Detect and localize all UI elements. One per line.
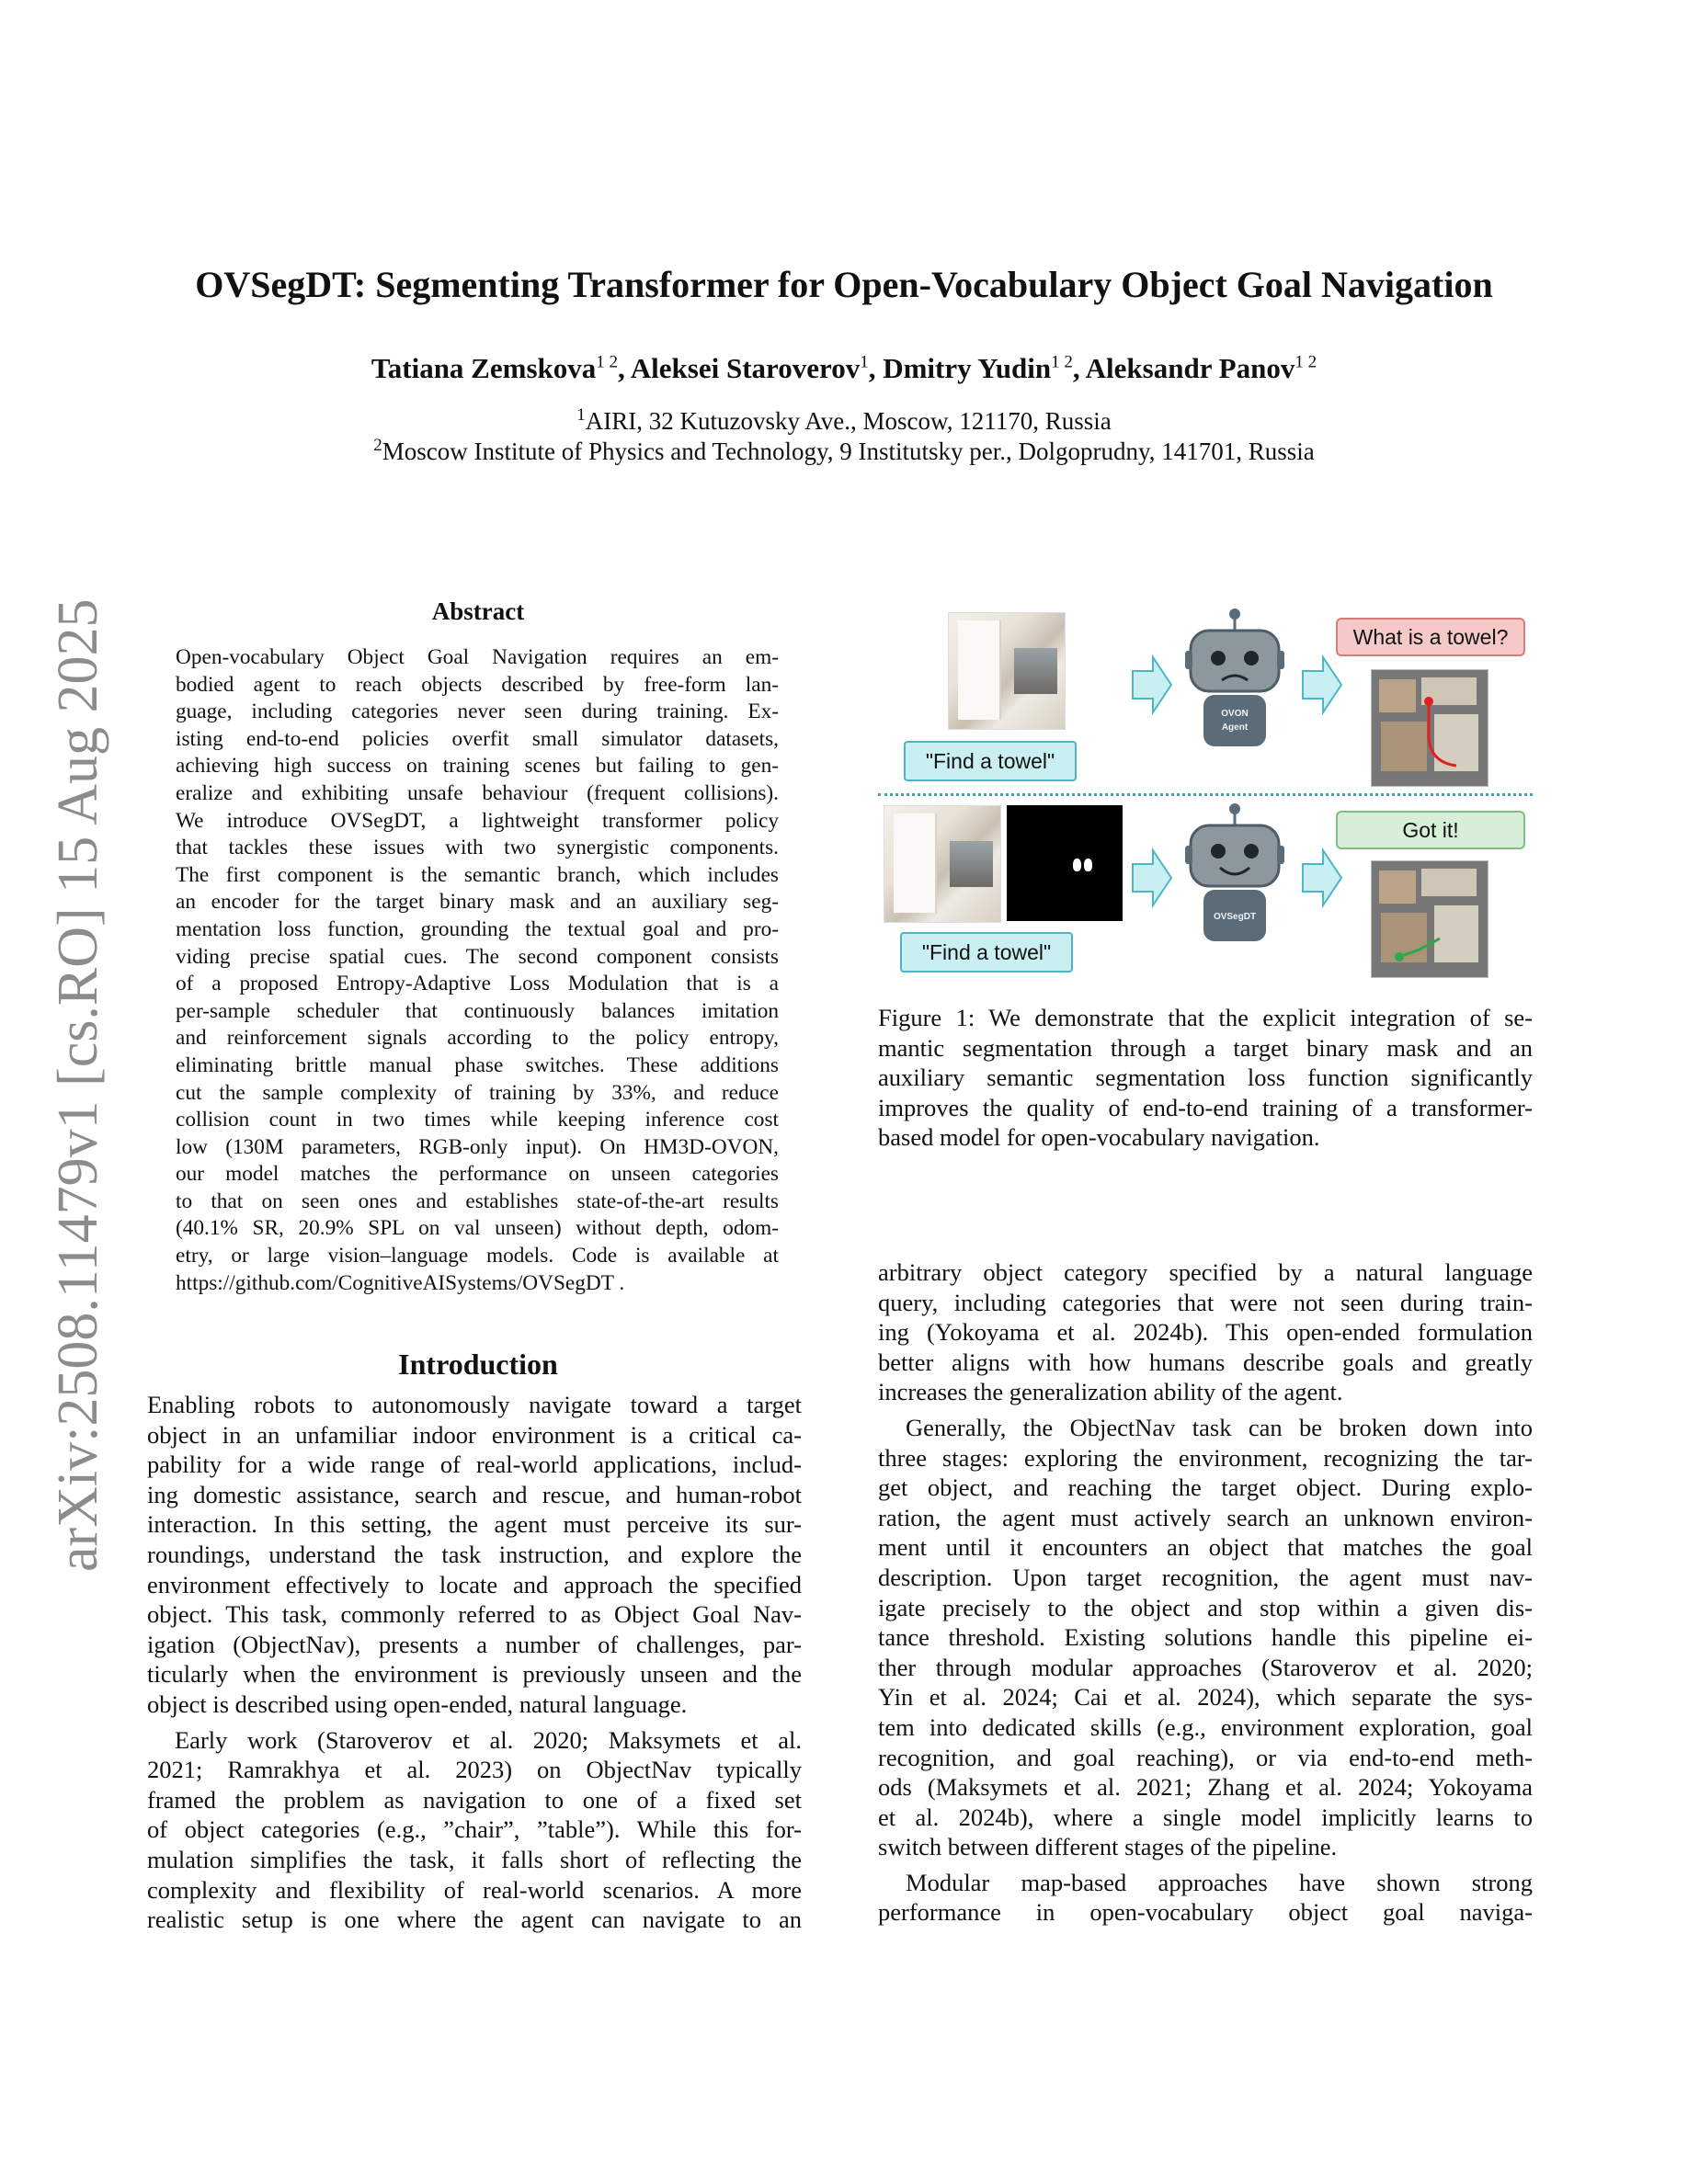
text-line: switch between different stages of the pipeline.	[878, 1833, 1338, 1861]
text-line: description. Upon target recognition, the agent must nav-	[878, 1563, 1533, 1591]
text-line: collision count in two times while keeping inference cost	[176, 1108, 779, 1132]
text-line: tem into dedicated skills (e.g., environment exploration, goal	[878, 1712, 1533, 1741]
text-line: pability for a wide range of real-world applications, includ-	[147, 1450, 802, 1479]
text-line: of a proposed Entropy-Adaptive Loss Modulation that is a	[176, 972, 779, 996]
text-line: per-sample scheduler that continuously balances imitation	[176, 998, 779, 1023]
text-line: 2021; Ramrakhya et al. 2023) on ObjectNav typically	[147, 1756, 802, 1784]
affiliation-text: AIRI, 32 Kutuzovsky Ave., Moscow, 121170, Russia	[585, 407, 1112, 435]
text-line: et al. 2024b), where a single model implicitly learns to	[878, 1803, 1533, 1831]
text-line: mentation loss function, grounding the textual goal and pro-	[176, 916, 779, 941]
text-line: ticularly when the environment is previously unseen and the	[147, 1660, 802, 1689]
author-name: Tatiana Zemskova	[371, 352, 597, 384]
text-line: get object, and reaching the target object. During explo-	[878, 1473, 1533, 1502]
affiliation-text: Moscow Institute of Physics and Technology, 9 Institutsky per., Dolgoprudny, 141701, Russia	[382, 438, 1315, 465]
text-line: ther through modular approaches (Staroverov et al. 2020;	[878, 1653, 1533, 1681]
affiliation-mark: 2	[373, 436, 382, 455]
text-line: (40.1% SR, 20.9% SPL on val unseen) without depth, odom-	[176, 1216, 779, 1241]
text-line: to that on seen ones and establishes state-of-the-art results	[176, 1189, 779, 1213]
paper-title: OVSegDT: Segmenting Transformer for Open-Vocabulary Object Goal Navigation	[195, 264, 1493, 305]
text-line: Figure 1: We demonstrate that the explicit integration of se-	[878, 1004, 1533, 1031]
text-line: based model for open-vocabulary navigation.	[878, 1123, 1320, 1152]
text-line: Open-vocabulary Object Goal Navigation requires an em-	[176, 645, 779, 669]
right-paragraph-1	[878, 1257, 1533, 1407]
right-column-body	[878, 1257, 1533, 1928]
affiliation-1	[0, 405, 1688, 436]
text-line: mantic segmentation through a target binary mask and an	[878, 1033, 1533, 1062]
goal-prompt-bottom: "Find a towel"	[900, 932, 1073, 973]
text-line: Enabling robots to autonomously navigate toward a target	[147, 1391, 802, 1418]
text-line: bodied agent to reach objects described by free-form lan-	[176, 672, 779, 697]
author-affiliation-mark: 1 2	[1051, 352, 1073, 372]
text-line: eliminating brittle manual phase switches. These additions	[176, 1052, 779, 1077]
text-line: Yin et al. 2024; Cai et al. 2024), which separate the sys-	[878, 1683, 1533, 1712]
text-line: roundings, understand the task instruction, and explore the	[147, 1540, 802, 1568]
observation-photo	[884, 805, 1001, 923]
text-line: recognition, and goal reaching), or via end-to-end meth-	[878, 1743, 1533, 1771]
text-line: The first component is the semantic branch, which includes	[176, 862, 779, 887]
text-line: realistic setup is one where the agent can navigate to an	[147, 1905, 802, 1934]
text-line: performance in open-vocabulary object goal naviga-	[878, 1898, 1533, 1927]
text-line: guage, including categories never seen during training. Ex-	[176, 700, 779, 724]
text-line: Early work (Staroverov et al. 2020; Maksymets et al.	[175, 1725, 802, 1754]
text-line: etry, or large vision–language models. Code is available at	[176, 1244, 779, 1268]
text-line: tance threshold. Existing solutions handle this pipeline ei-	[878, 1623, 1533, 1652]
introduction-heading: Introduction	[398, 1348, 558, 1381]
text-line: Generally, the ObjectNav task can be broken down into	[906, 1413, 1533, 1441]
text-line: ing domestic assistance, search and rescue, and human-robot	[147, 1480, 802, 1508]
flow-arrow-icon	[1301, 847, 1343, 908]
text-line: improves the quality of end-to-end training of a transformer-	[878, 1093, 1533, 1121]
author-name: Aleksandr Panov	[1085, 352, 1295, 384]
abstract-heading: Abstract	[431, 597, 525, 625]
author-list: Tatiana Zemskova$^{1 2}$, Aleksei Staroverov$^1$, Dmitry Yudin$^{1 2}$, Aleksandr Panov$^{1 2}$	[371, 352, 1317, 384]
text-line: auxiliary semantic segmentation loss function significantly	[878, 1064, 1533, 1092]
text-line: achieving high success on training scenes but failing to gen-	[176, 754, 779, 779]
text-line: query, including categories that were not seen during train-	[878, 1288, 1533, 1316]
text-line: igation (ObjectNav), presents a number of challenges, par-	[147, 1630, 802, 1658]
observation-photo	[948, 612, 1066, 730]
text-line: viding precise spatial cues. The second component consists	[176, 944, 779, 969]
flow-arrow-icon	[1301, 654, 1343, 715]
top-down-map	[1371, 669, 1488, 787]
text-line: isting end-to-end policies overfit small simulator datasets,	[176, 726, 779, 751]
text-line: that tackles these issues with two synergistic components.	[176, 836, 779, 860]
author-affiliation-mark: 1 2	[1295, 352, 1317, 372]
robot-label: OVSegDT	[1213, 912, 1257, 922]
robot-label: Agent	[1221, 722, 1249, 733]
introduction-body	[147, 1390, 802, 1935]
answer-bubble: Got it!	[1336, 811, 1525, 849]
robot-label: OVON	[1221, 709, 1249, 719]
text-line: ment until it encounters an object that matches the goal	[878, 1533, 1533, 1562]
text-line: Modular map-based approaches have shown strong	[906, 1868, 1533, 1896]
text-line: better aligns with how humans describe goals and greatly	[878, 1348, 1533, 1376]
figure-1	[878, 607, 1533, 974]
right-paragraph-2	[878, 1413, 1533, 1862]
affiliation-mark: 1	[576, 405, 586, 425]
intro-paragraph-1	[147, 1390, 802, 1720]
text-line: our model matches the performance on unseen categories	[176, 1162, 779, 1187]
text-line: igate precisely to the object and stop within a given dis-	[878, 1593, 1533, 1621]
happy-robot-icon	[1178, 802, 1292, 949]
affiliation-2	[0, 436, 1688, 466]
text-line: ration, the agent must actively search an unknown environ-	[878, 1503, 1533, 1531]
figure-1-caption	[878, 1003, 1533, 1153]
text-line: mulation simplifies the task, it falls short of reflecting the	[147, 1845, 802, 1873]
top-down-map	[1371, 860, 1488, 978]
row-divider	[878, 793, 1533, 796]
arxiv-watermark: arXiv:2508.11479v1 [cs.RO] 15 Aug 2025	[47, 598, 109, 1572]
text-line: increases the generalization ability of the agent.	[878, 1378, 1343, 1406]
text-line: and reinforcement signals according to the policy entropy,	[176, 1026, 779, 1051]
sad-robot-icon	[1178, 607, 1292, 754]
text-line: interaction. In this setting, the agent must perceive its sur-	[147, 1510, 802, 1539]
text-line: environment effectively to locate and approach the specified	[147, 1570, 802, 1598]
abstract-body	[176, 644, 779, 1297]
text-line: ods (Maksymets et al. 2021; Zhang et al. 2024; Yokoyama	[878, 1773, 1533, 1802]
author-affiliation-mark: 1	[860, 352, 869, 372]
text-line: https://github.com/CognitiveAISystems/OVSegDT .	[176, 1270, 625, 1295]
text-line: an encoder for the target binary mask and an auxiliary seg-	[176, 890, 779, 915]
text-line: framed the problem as navigation to one of a fixed set	[147, 1785, 802, 1814]
text-line: cut the sample complexity of training by 33%, and reduce	[176, 1080, 779, 1105]
text-line: eralize and exhibiting unsafe behaviour (frequent collisions).	[176, 780, 779, 805]
text-line: ing (Yokoyama et al. 2024b). This open-ended formulation	[878, 1318, 1533, 1347]
text-line: low (130M parameters, RGB-only input). On HM3D-OVON,	[176, 1134, 779, 1159]
text-line: complexity and flexibility of real-world scenarios. A more	[147, 1875, 802, 1904]
flow-arrow-icon	[1131, 847, 1173, 908]
author-affiliation-mark: 1 2	[596, 352, 618, 372]
text-line: object is described using open-ended, natural language.	[147, 1689, 688, 1718]
right-paragraph-3	[878, 1868, 1533, 1928]
intro-paragraph-2	[147, 1725, 802, 1935]
author-name: Aleksei Staroverov	[630, 352, 861, 384]
target-binary-mask	[1007, 805, 1123, 921]
author-name: Dmitry Yudin	[883, 352, 1052, 384]
text-line: arbitrary object category specified by a natural language	[878, 1258, 1533, 1286]
text-line: object. This task, commonly referred to as Object Goal Nav-	[147, 1600, 802, 1629]
text-line: of object categories (e.g., ”chair”, ”table”). While this for-	[147, 1815, 802, 1844]
text-line: We introduce OVSegDT, a lightweight transformer policy	[176, 808, 779, 833]
text-line: three stages: exploring the environment, recognizing the tar-	[878, 1443, 1533, 1472]
goal-prompt-top: "Find a towel"	[904, 741, 1077, 781]
question-bubble: What is a towel?	[1336, 618, 1525, 656]
flow-arrow-icon	[1131, 654, 1173, 715]
text-line: object in an unfamiliar indoor environment is a critical ca-	[147, 1420, 802, 1449]
